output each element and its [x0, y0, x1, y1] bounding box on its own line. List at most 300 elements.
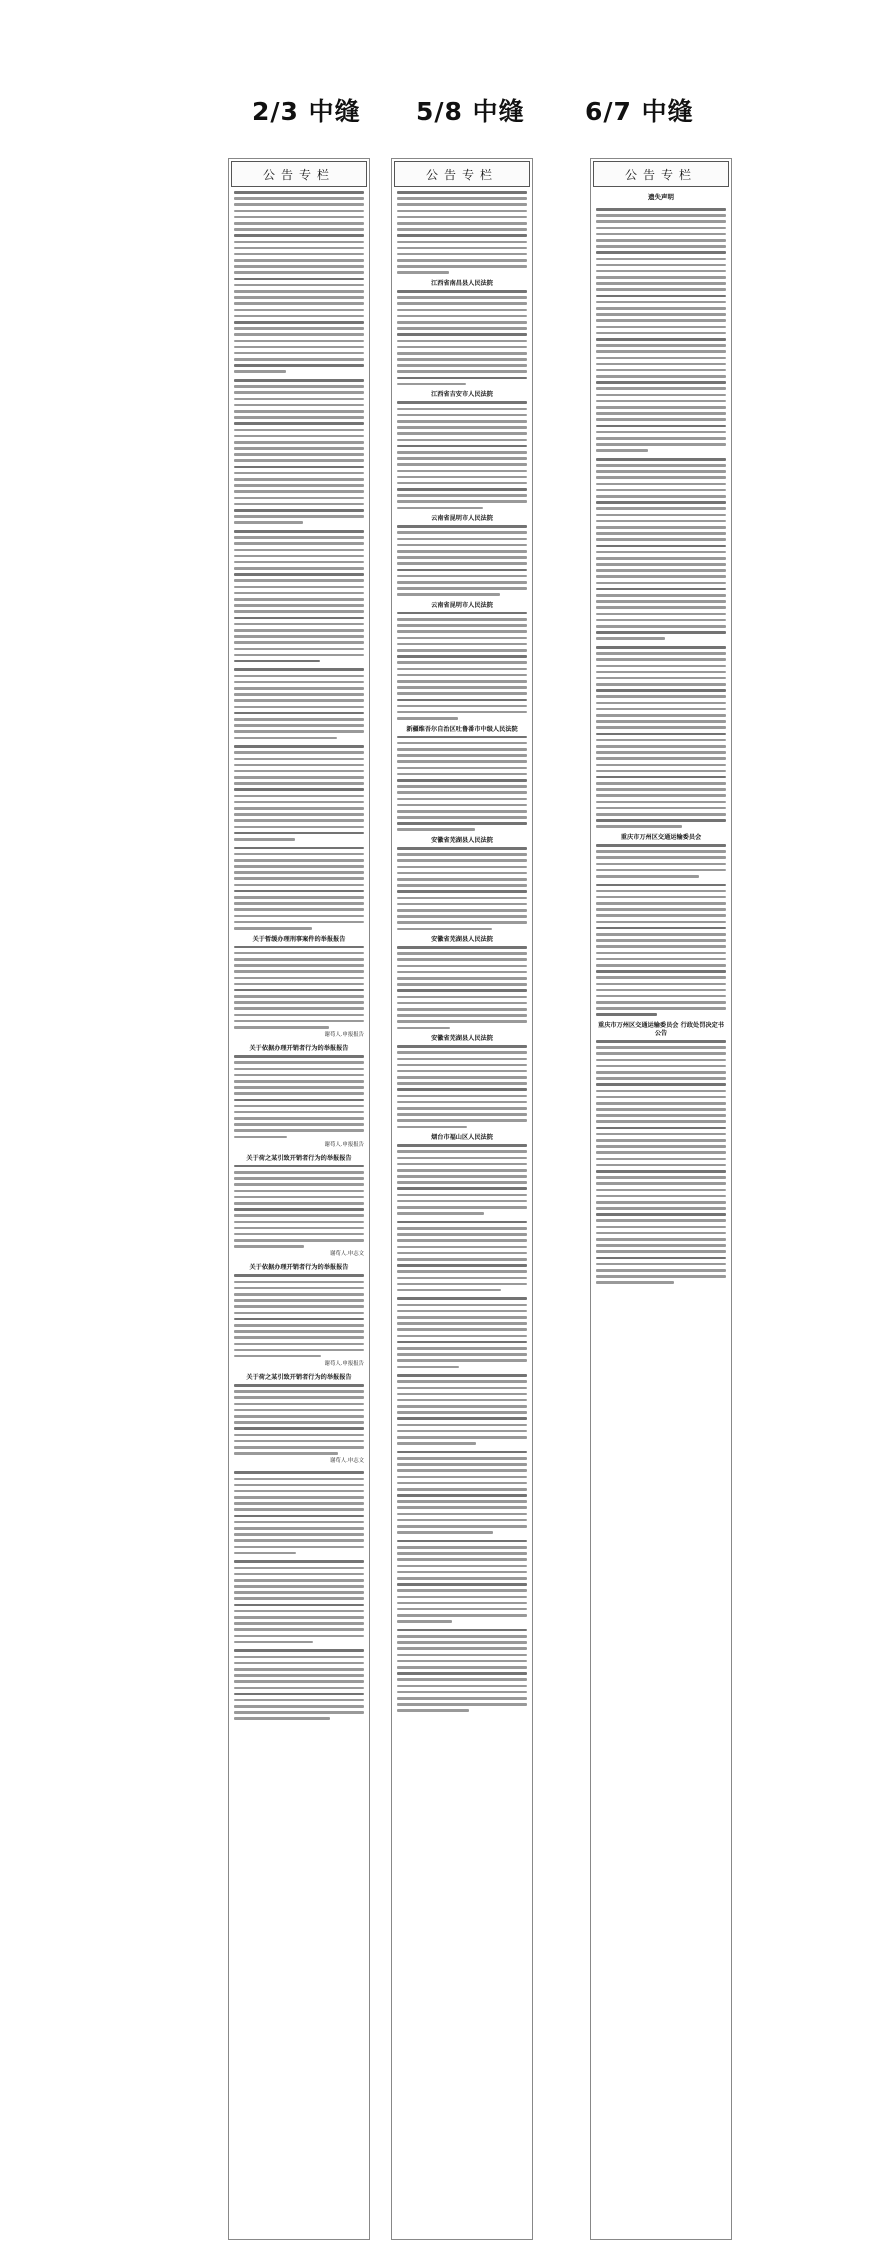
- text-line: [596, 952, 726, 955]
- text-line: [234, 490, 364, 493]
- text-line: [397, 1635, 527, 1638]
- notice-block: [596, 1022, 726, 1284]
- text-line: [234, 1233, 364, 1236]
- text-line: [397, 1647, 527, 1650]
- text-line: [234, 521, 303, 524]
- text-line: [234, 1343, 364, 1346]
- text-line: [234, 478, 364, 481]
- text-line: [596, 1281, 674, 1284]
- text-line: [234, 693, 364, 696]
- text-line: [397, 754, 527, 757]
- text-line: [397, 1264, 527, 1267]
- text-line: [397, 1424, 527, 1427]
- text-line: [234, 1318, 364, 1321]
- text-line: [596, 927, 726, 930]
- text-line: [596, 646, 726, 649]
- notice-column-1: [228, 158, 370, 2240]
- text-line: [234, 1312, 364, 1315]
- text-line: [596, 514, 726, 517]
- text-line: [397, 1150, 527, 1153]
- text-line: [397, 1304, 527, 1307]
- text-line: [596, 970, 726, 973]
- text-line: [397, 500, 527, 503]
- notice-signature: 谢苟人.申志文: [329, 1251, 364, 1258]
- text-line: [596, 1040, 726, 1043]
- text-line: [234, 203, 364, 206]
- text-line: [234, 1336, 364, 1339]
- text-line: [234, 1533, 364, 1536]
- notice-signature: 谢苟人.申报报告: [324, 1032, 364, 1039]
- text-line: [397, 191, 527, 194]
- text-line: [234, 1293, 364, 1296]
- text-line: [397, 624, 527, 627]
- text-line: [596, 1120, 726, 1123]
- notice-block: [234, 745, 364, 840]
- text-line: [397, 234, 527, 237]
- text-line: [397, 216, 527, 219]
- text-line: [234, 1403, 364, 1406]
- text-line: [397, 1519, 527, 1522]
- text-line: [397, 798, 527, 801]
- text-line: [397, 445, 527, 448]
- text-line: [596, 1244, 726, 1247]
- text-line: [234, 1552, 296, 1555]
- text-line: [596, 458, 726, 461]
- text-line: [596, 227, 726, 230]
- text-line: [397, 1157, 527, 1160]
- text-line: [234, 853, 364, 856]
- text-line: [397, 1494, 527, 1497]
- column-title: 公告专栏: [394, 161, 530, 187]
- text-line: [596, 1263, 726, 1266]
- text-line: [397, 1163, 527, 1166]
- text-line: [397, 1181, 527, 1184]
- text-line: [234, 1014, 364, 1017]
- text-line: [596, 875, 699, 878]
- notice-title: 烟台市福山区人民法院: [431, 1134, 493, 1142]
- text-line: [234, 1196, 364, 1199]
- text-line: [596, 606, 726, 609]
- text-line: [234, 1680, 364, 1683]
- text-line: [234, 1427, 364, 1430]
- text-line: [397, 1697, 527, 1700]
- text-line: [397, 377, 527, 380]
- text-line: [397, 432, 527, 435]
- text-line: [234, 908, 364, 911]
- text-line: [397, 1051, 527, 1054]
- text-line: [397, 309, 527, 312]
- text-line: [397, 1513, 527, 1516]
- text-line: [397, 1014, 527, 1017]
- text-line: [397, 507, 483, 510]
- text-line: [596, 326, 726, 329]
- text-line: [397, 327, 527, 330]
- text-line: [397, 333, 527, 336]
- text-line: [397, 1703, 527, 1706]
- text-line: [596, 332, 726, 335]
- text-line: [234, 801, 364, 804]
- text-line: [596, 908, 726, 911]
- text-line: [596, 239, 726, 242]
- text-line: [234, 604, 364, 607]
- text-line: [596, 1013, 657, 1016]
- text-line: [234, 1560, 364, 1563]
- text-line: [397, 587, 527, 590]
- text-line: [397, 760, 527, 763]
- text-line: [397, 352, 527, 355]
- text-line: [397, 1506, 527, 1509]
- text-line: [596, 1195, 726, 1198]
- text-line: [234, 1521, 364, 1524]
- text-line: [397, 1666, 527, 1669]
- notice-block: [397, 1134, 527, 1215]
- text-line: [234, 1502, 364, 1505]
- text-line: [234, 459, 364, 462]
- text-line: [596, 276, 726, 279]
- text-line: [596, 400, 726, 403]
- text-line: [397, 1463, 527, 1466]
- text-line: [596, 720, 726, 723]
- notice-block: [397, 1035, 527, 1128]
- text-line: [397, 1335, 527, 1338]
- text-line: [234, 1687, 364, 1690]
- text-line: [234, 503, 364, 506]
- text-line: [596, 381, 726, 384]
- text-line: [234, 745, 364, 748]
- text-line: [397, 302, 527, 305]
- text-line: [397, 1310, 527, 1313]
- column-body: [392, 187, 532, 1722]
- text-line: [234, 567, 364, 570]
- text-line: [234, 370, 286, 373]
- text-line: [234, 1390, 364, 1393]
- text-line: [234, 751, 364, 754]
- text-line: [397, 1546, 527, 1549]
- text-line: [596, 958, 726, 961]
- text-line: [596, 788, 726, 791]
- text-line: [596, 301, 726, 304]
- text-line: [397, 736, 527, 739]
- text-line: [397, 1709, 469, 1712]
- text-line: [596, 394, 726, 397]
- text-line: [397, 828, 475, 831]
- text-line: [397, 1045, 527, 1048]
- text-line: [234, 453, 364, 456]
- text-line: [596, 983, 726, 986]
- text-line: [596, 431, 726, 434]
- text-line: [234, 770, 364, 773]
- text-line: [234, 472, 364, 475]
- text-line: [397, 1126, 467, 1129]
- text-line: [234, 1136, 287, 1139]
- text-line: [596, 1071, 726, 1074]
- text-line: [234, 1409, 364, 1412]
- text-line: [397, 903, 527, 906]
- text-line: [234, 364, 364, 367]
- notice-title: 重庆市万州区交通运输委员会: [620, 833, 702, 841]
- text-line: [397, 884, 527, 887]
- text-line: [596, 914, 726, 917]
- text-line: [397, 748, 527, 751]
- text-line: [397, 241, 527, 244]
- text-line: [234, 1579, 364, 1582]
- notice-block: [234, 1155, 364, 1259]
- text-line: [234, 1610, 364, 1613]
- text-line: [596, 357, 726, 360]
- text-line: [596, 995, 726, 998]
- text-line: [397, 1614, 527, 1617]
- notice-block: [596, 208, 726, 452]
- text-line: [596, 896, 726, 899]
- text-line: [397, 674, 527, 677]
- notice-block: [397, 1451, 527, 1534]
- text-line: [234, 1656, 364, 1659]
- text-line: [596, 770, 726, 773]
- text-line: [234, 398, 364, 401]
- text-line: [596, 671, 726, 674]
- text-line: [234, 447, 364, 450]
- notice-title: 安徽省芜湖县人民法院: [431, 1035, 493, 1043]
- notice-block: [234, 530, 364, 663]
- text-line: [596, 683, 726, 686]
- text-line: [596, 757, 726, 760]
- text-line: [596, 658, 726, 661]
- text-line: [397, 1596, 527, 1599]
- text-line: [596, 319, 726, 322]
- text-line: [397, 1417, 527, 1420]
- text-line: [397, 408, 527, 411]
- text-line: [234, 706, 364, 709]
- notice-block: [234, 847, 364, 930]
- text-line: [397, 1058, 527, 1061]
- text-line: [596, 1059, 726, 1062]
- text-line: [596, 1139, 726, 1142]
- text-line: [234, 1026, 329, 1029]
- text-line: [234, 989, 364, 992]
- text-line: [397, 1101, 527, 1104]
- notice-signature: 谢苟人.申报报告: [324, 1141, 364, 1148]
- text-line: [596, 489, 726, 492]
- text-line: [397, 358, 527, 361]
- text-line: [234, 549, 364, 552]
- text-line: [596, 1083, 726, 1086]
- text-line: [397, 1488, 527, 1491]
- notice-title: 关于依据办理开销者行为的举报报告: [249, 1264, 349, 1272]
- text-line: [397, 482, 527, 485]
- text-line: [234, 782, 364, 785]
- text-line: [596, 794, 726, 797]
- text-line: [234, 271, 364, 274]
- text-line: [397, 383, 466, 386]
- text-line: [234, 197, 364, 200]
- text-line: [234, 573, 364, 576]
- text-line: [234, 1165, 364, 1168]
- header-5-8: 5/8 中缝: [416, 97, 525, 126]
- text-line: [397, 1107, 527, 1110]
- text-line: [397, 1246, 527, 1249]
- notice-block: [234, 1471, 364, 1554]
- notice-block: [397, 1374, 527, 1445]
- text-line: [397, 996, 527, 999]
- text-line: [234, 404, 364, 407]
- text-line: [234, 687, 364, 690]
- text-line: [596, 288, 726, 291]
- text-line: [596, 526, 726, 529]
- text-line: [234, 379, 364, 382]
- text-line: [596, 1201, 726, 1204]
- text-line: [596, 443, 726, 446]
- text-line: [234, 1515, 364, 1518]
- notice-block: [596, 884, 726, 1017]
- text-line: [234, 466, 364, 469]
- text-line: [234, 1699, 364, 1702]
- text-line: [234, 1202, 364, 1205]
- text-line: [397, 476, 527, 479]
- text-line: [234, 1415, 364, 1418]
- text-line: [234, 561, 364, 564]
- text-line: [397, 1289, 501, 1292]
- text-line: [397, 897, 527, 900]
- header-6-7: 6/7 中缝: [585, 97, 694, 126]
- text-line: [234, 964, 364, 967]
- text-line: [397, 247, 527, 250]
- text-line: [596, 869, 726, 872]
- text-line: [234, 921, 364, 924]
- text-line: [234, 1616, 364, 1619]
- text-line: [397, 1221, 527, 1224]
- text-line: [234, 391, 364, 394]
- text-line: [397, 1451, 527, 1454]
- text-line: [234, 296, 364, 299]
- text-line: [234, 730, 364, 733]
- text-line: [397, 569, 527, 572]
- text-line: [234, 623, 364, 626]
- text-line: [397, 575, 527, 578]
- text-line: [234, 265, 364, 268]
- notice-block: [397, 191, 527, 274]
- text-line: [397, 364, 527, 367]
- text-line: [234, 309, 364, 312]
- text-line: [397, 494, 527, 497]
- text-line: [397, 952, 527, 955]
- text-line: [234, 315, 364, 318]
- text-line: [596, 1052, 726, 1055]
- text-line: [234, 327, 364, 330]
- text-line: [397, 321, 527, 324]
- text-line: [397, 1297, 527, 1300]
- text-line: [596, 220, 726, 223]
- text-line: [234, 1711, 364, 1714]
- text-line: [234, 1001, 364, 1004]
- text-line: [596, 483, 726, 486]
- text-line: [397, 1353, 527, 1356]
- column-title: 公告专栏: [593, 161, 729, 187]
- text-line: [234, 776, 364, 779]
- text-line: [397, 965, 527, 968]
- text-line: [397, 1380, 527, 1383]
- notice-title: 新疆维吾尔自治区吐鲁番市中级人民法院: [406, 725, 518, 733]
- text-line: [234, 871, 364, 874]
- text-line: [397, 203, 527, 206]
- text-line: [234, 764, 364, 767]
- text-line: [596, 764, 726, 767]
- text-line: [596, 600, 726, 603]
- text-line: [596, 258, 726, 261]
- text-line: [234, 358, 364, 361]
- text-line: [234, 1086, 364, 1089]
- notice-title: 江西省南昌县人民法院: [431, 280, 493, 288]
- text-line: [234, 1567, 364, 1570]
- text-line: [397, 1002, 527, 1005]
- text-line: [397, 1283, 527, 1286]
- text-line: [397, 1258, 527, 1261]
- text-line: [596, 1065, 726, 1068]
- text-line: [234, 788, 364, 791]
- text-line: [397, 1482, 527, 1485]
- text-line: [397, 643, 527, 646]
- text-line: [397, 1316, 527, 1319]
- text-line: [596, 1077, 726, 1080]
- notice-column-3: [590, 158, 732, 2240]
- text-line: [397, 1020, 527, 1023]
- text-line: [596, 714, 726, 717]
- notice-title: 安徽省芜湖县人民法院: [431, 936, 493, 944]
- text-line: [234, 1693, 364, 1696]
- text-line: [397, 742, 527, 745]
- text-line: [397, 971, 527, 974]
- text-line: [234, 1305, 364, 1308]
- text-line: [397, 1239, 527, 1242]
- text-line: [234, 228, 364, 231]
- text-line: [234, 222, 364, 225]
- notice-block: [234, 1045, 364, 1149]
- text-line: [234, 290, 364, 293]
- text-line: [397, 1641, 527, 1644]
- text-line: [596, 801, 726, 804]
- text-line: [397, 222, 527, 225]
- text-line: [234, 422, 364, 425]
- text-line: [234, 210, 364, 213]
- text-line: [596, 344, 726, 347]
- text-line: [397, 779, 527, 782]
- text-line: [596, 1151, 726, 1154]
- text-line: [234, 216, 364, 219]
- notice-title: 云南省昆明市人民法院: [431, 515, 493, 523]
- text-line: [596, 363, 726, 366]
- text-line: [234, 509, 364, 512]
- text-line: [397, 1660, 527, 1663]
- text-line: [596, 819, 726, 822]
- notice-title: 关于荷之某引致开销者行为的举报报告: [246, 1374, 352, 1382]
- text-line: [397, 1583, 527, 1586]
- text-line: [234, 712, 364, 715]
- notice-block: [397, 280, 527, 385]
- text-line: [397, 290, 527, 293]
- text-line: [397, 1082, 527, 1085]
- text-line: [596, 976, 726, 979]
- text-line: [397, 531, 527, 534]
- text-line: [397, 210, 527, 213]
- text-line: [397, 915, 527, 918]
- column-title: 公告专栏: [231, 161, 367, 187]
- text-line: [596, 665, 726, 668]
- text-line: [234, 1478, 364, 1481]
- text-line: [596, 1207, 726, 1210]
- text-line: [397, 1194, 527, 1197]
- text-line: [234, 1299, 364, 1302]
- text-line: [234, 1484, 364, 1487]
- notice-block: [397, 391, 527, 509]
